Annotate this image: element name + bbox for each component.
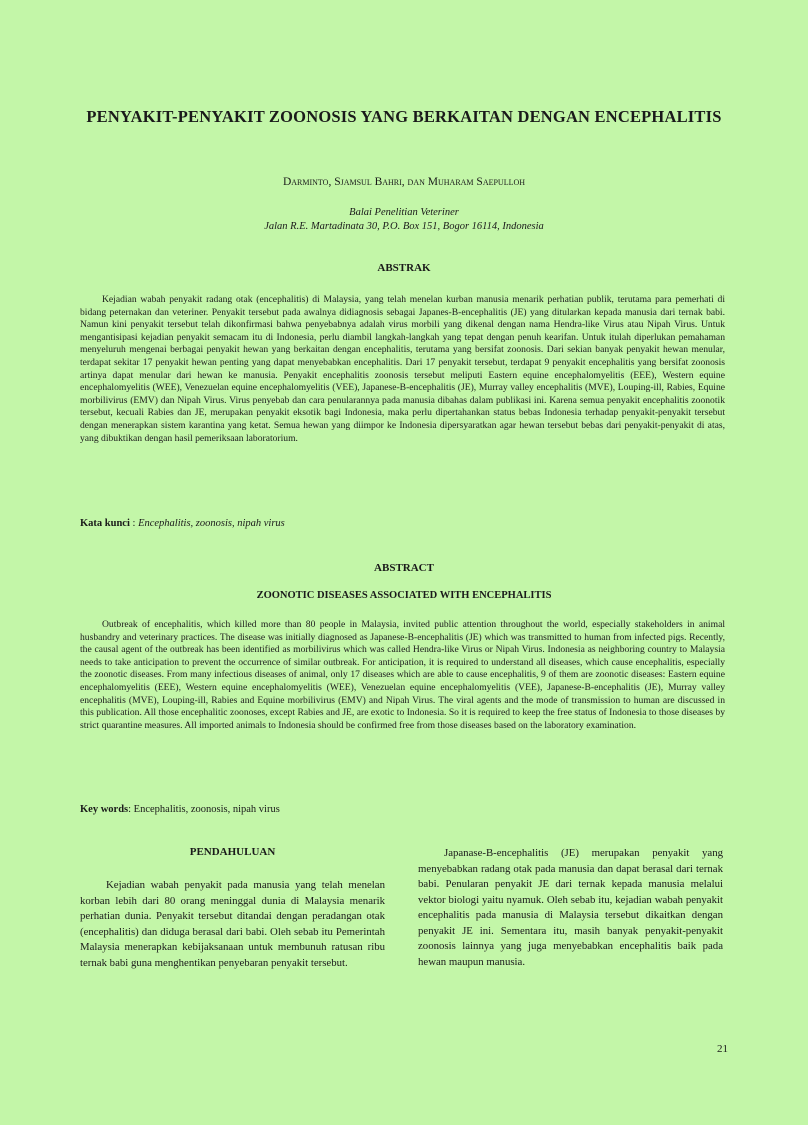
page-number: 21 [717,1043,728,1055]
affiliation-institution: Balai Penelitian Veteriner [349,207,459,218]
affiliation [80,206,728,234]
pendahuluan-left-paragraph: Kejadian wabah penyakit pada manusia yang telah menelan korban lebih dari 80 orang meninggal dunia di Malaysia menarik perhatian dunia. Penyakit tersebut ditandai dengan peradangan otak (encephalitis) dan diduga berasal dari babi. Oleh sebab itu Pemerintah Malaysia menerapkan kebijaksanaan untuk membunuh ratusan ribu ternak babi guna menghentikan penyebaran penyakit tersebut. [80,879,385,969]
abstract-subheading: ZOONOTIC DISEASES ASSOCIATED WITH ENCEPHALITIS [256,590,552,601]
abstrak-body: Kejadian wabah penyakit radang otak (encephalitis) di Malaysia, yang telah menelan kurban manusia menarik perhatian publik, terutama para pemerhati di bidang peternakan dan veteriner. Penyakit tersebut pada awalnya didiagnosis sebagai Japanes-B-encephalitis (JE) yang ditularkan kepada manusia dari ternak babi. Namun kini penyakit tersebut telah dikonfirmasi bahwa penyebabnya adalah virus morbili yang dikenal dengan nama Hendra-like Virus atau Nipah Virus. Untuk mengantisipasi kejadian penyakit semacam itu di Indonesia, perlu diambil langkah-langkah yang tepat dengan penuh kearifan. Untuk itulah diperlukan pemahaman menyeluruh mengenai berbagai penyakit hewan yang berkaitan dengan encephalitis, terutama yang bersifat zoonosis. Dari sekian banyak penyakit hewan menular, terdapat sekitar 17 penyakit hewan penting yang dapat menyebabkan encephalitis. Dari 17 penyakit tersebut, terdapat 9 penyakit encephalitis yang bersifat zoonosis artinya dapat menular dari hewan ke manusia. Penyakit encephalitis zoonosis tersebut meliputi Eastern equine encephalomyelitis (EEE), Western equine encephalomyelitis (WEE), Venezuelan equine encephalomyelitis (VEE), Japanese-B-encephalitis (JE), Murray valley encephalitis (MVE), Louping-ill, Rabies, Equine morbilivirus (EMV) dan Nipah Virus. Virus penyebab dan cara penularannya pada manusia dibahas dalam publikasi ini. Karena semua penyakit encephalitis zoonotik tersebut, kecuali Rabies dan JE, merupakan penyakit eksotik bagi Indonesia, maka perlu dipertahankan status bebas Indonesia terhadap penyakit-penyakit tersebut dengan menerapkan sistem karantina yang ketat. Semua hewan yang diimpor ke Indonesia dipersyaratkan agar hewan tersebut bebas dari penyakit-penyakit di atas, yang dibuktikan dengan hasil pemeriksaan laboratorium. [80,294,725,444]
pendahuluan-heading: PENDAHULUAN [189,846,276,858]
abstract-body: Outbreak of encephalitis, which killed more than 80 people in Malaysia, invited public attention throughout the world, especially stakeholders in animal husbandry and veterinary practices. The disease was initially diagnosed as Japanese-B-encephalitis (JE) which was transmitted to human from infected pigs. Recently, the causal agent of the outbreak has been identified as morbilivirus which was called Hendra-like Virus or Nipah Virus. Indonesia as neighboring country to Malaysia needs to take anticipation to prevent the occurrence of similar outbreak. For anticipation, it is required to understand all diseases, which cause encephalitis, especially the zoonotic diseases. From many infectious diseases of animal, only 17 diseases which are able to cause encephalitis, 9 of them are zoonotic diseases: Eastern equine encephalomyelitis (EEE), Western equine encephalomyelitis (WEE), Venezuelan equine encephalomyelitis (VEE), Japanese-B-encephalitis (JE), Murray valley encephalitis (MVE), Louping-ill, Rabies and Equine morbilivirus (EMV) and Nipah Virus. The viral agents and the mode of transmission to human are discussed in this publication. All those encephalitic zoonoses, except Rabies and JE, are exotic to Indonesia. So it is required to keep the free status of Indonesia to those diseases by strict quarantine measures. All imported animals to Indonesia should be confirmed free from those diseases based on the laboratory examination. [80,619,725,731]
abstrak-keywords-value: Encephalitis, zoonosis, nipah virus [138,518,285,529]
pendahuluan-left-column [80,878,385,971]
paper-title: PENYAKIT-PENYAKIT ZOONOSIS YANG BERKAITAN DENGAN ENCEPHALITIS [86,107,722,126]
abstrak-keywords: Kata kunci : Encephalitis, zoonosis, nipah virus [80,518,285,529]
affiliation-address: Jalan R.E. Martadinata 30, P.O. Box 151, Bogor 16114, Indonesia [264,221,544,232]
abstrak-heading: ABSTRAK [377,262,431,274]
abstract-heading: ABSTRACT [374,562,434,574]
author-list: Darminto, Sjamsul Bahri, dan Muharam Saepulloh [282,176,526,188]
pendahuluan-right-column [418,846,723,970]
pendahuluan-right-paragraph: Japanase-B-encephalitis (JE) merupakan penyakit yang menyebabkan radang otak pada manusia dan dapat berasal dari ternak babi. Penularan penyakit JE dari ternak kepada manusia melalui vektor biologi yaitu nyamuk. Oleh sebab itu, kejadian wabah penyakit encephalitis pada manusia di Malaysia tersebut dikaitkan dengan penyakit JE ini. Sementara itu, masih banyak penyakit-penyakit zoonosis lainnya yang juga menyebabkan encephalitis baik pada hewan maupun manusia. [418,847,723,968]
abstrak-keywords-label: Kata kunci [80,518,130,529]
abstract-keywords-label: Key words [80,804,129,815]
abstract-keywords: Key words: Encephalitis, zoonosis, nipah virus [80,804,280,815]
abstract-keywords-value: Encephalitis, zoonosis, nipah virus [133,804,280,815]
